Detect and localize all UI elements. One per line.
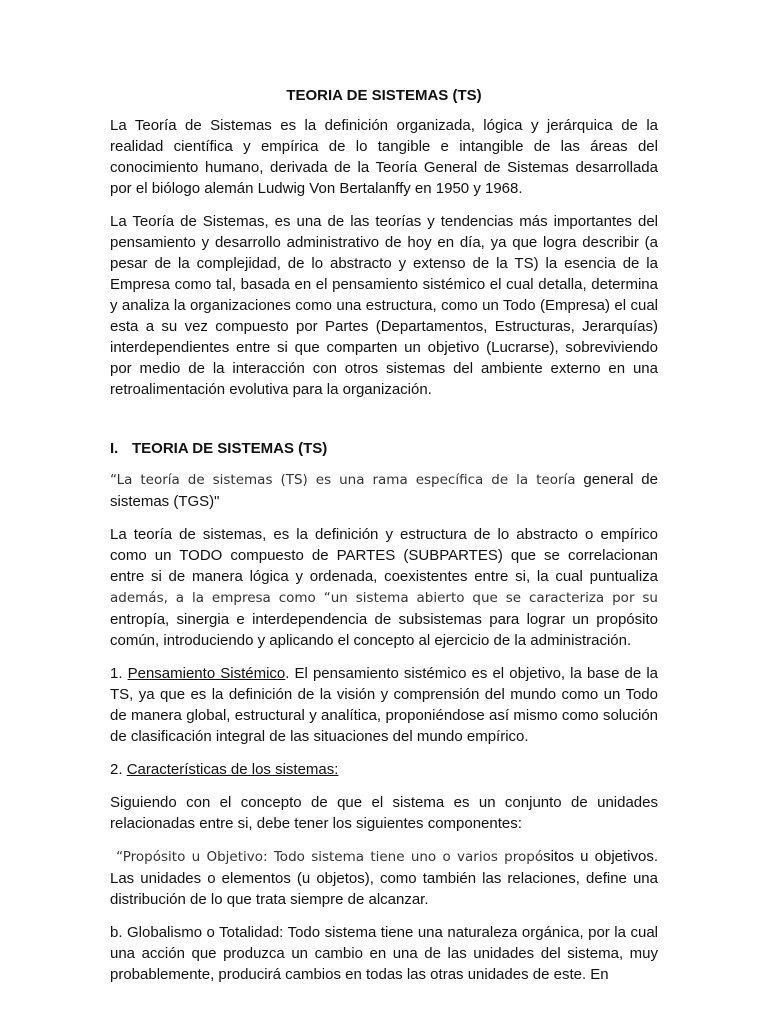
document-title: TEORIA DE SISTEMAS (TS) (286, 87, 482, 104)
quote-paragraph (110, 469, 658, 512)
definition-text-alt: además, a la empresa como “un sistema abierto que se caracteriza por su (110, 590, 658, 606)
components-paragraph: Siguiendo con el concepto de que el sistema es un conjunto de unidades relacionadas entre si, debe tener los siguientes componentes: (110, 794, 658, 832)
item-2-number: 2. (110, 761, 127, 778)
quote-text: general de sistemas (TGS)" (110, 471, 658, 510)
definition-text-1: La teoría de sistemas, es la definición y estructura de lo abstracto o empírico como un TODO compuesto de PARTES (SUBPARTES) que se correlacionan entre si de manera lógica y ordenada, coexistentes entre si, la cual puntualiza (110, 526, 658, 585)
item-2-paragraph (110, 759, 658, 780)
item-1-paragraph (110, 663, 658, 747)
intro-paragraph-2: La Teoría de Sistemas, es una de las teorías y tendencias más importantes del pensamiento y desarrollo administrativo de hoy en día, ya que logra describir (a pesar de la complejidad, de lo abstracto y extenso de la TS) la esencia de la Empresa como tal, basada en el pensamiento sistémico el cual detalla, determina y analiza la organizaciones como una estructura, como un Todo (Empresa) el cual esta a su vez compuesto por Partes (Departamentos, Estructuras, Jerarquías) interdependientes entre si que comparten un objetivo (Lucrarse), sobreviviendo por medio de la interacción con otros sistemas del ambiente externo en una retroalimentación evolutiva para la organización. (110, 213, 658, 398)
item-2-label: Características de los sistemas: (126, 761, 339, 778)
purpose-paragraph (110, 846, 658, 910)
item-1-number: 1. (110, 665, 128, 682)
section-title: TEORIA DE SISTEMAS (TS) (132, 440, 328, 457)
purpose-text-alt: “Propósito u Objetivo: Todo sistema tiene uno o varios propó (116, 849, 544, 865)
intro-paragraph-1: La Teoría de Sistemas es la definición organizada, lógica y jerárquica de la realidad científica y empírica de lo tangible e intangible de las áreas del conocimiento humano, derivada de la Teoría General de Sistemas desarrollada por el biólogo alemán Ludwig Von Bertalanffy en 1950 y 1968. (110, 117, 658, 197)
item-b-paragraph: b. Globalismo o Totalidad: Todo sistema tiene una naturaleza orgánica, por la cual una acción que produzca un cambio en una de las unidades del sistema, muy probablemente, producirá cambios en todas las otras unidades de este. En (110, 924, 658, 983)
section-heading (110, 438, 658, 459)
section-number: I. (110, 440, 119, 457)
item-1-text: . El pensamiento sistémico es el objetivo, la base de la TS, ya que es la definición de la visión y comprensión del mundo como un Todo de manera global, estructural y analítica, proponiéndose así mismo como solución de clasificación integral de las situaciones del mundo empírico. (110, 665, 659, 745)
purpose-text: sitos u objetivos. Las unidades o elementos (u objetos), como también las relaciones, define una distribución de lo que trata siempre de alcanzar. (110, 848, 658, 908)
item-1-label: Pensamiento Sistémico (127, 665, 286, 682)
quote-text-alt: “La teoría de sistemas (TS) es una rama específica de la teoría (110, 472, 576, 488)
definition-paragraph (110, 524, 658, 651)
definition-text-2: entropía, sinergia e interdependencia de subsistemas para lograr un propósito común, introduciendo y aplicando el concepto al ejercicio de la administración. (110, 611, 658, 649)
